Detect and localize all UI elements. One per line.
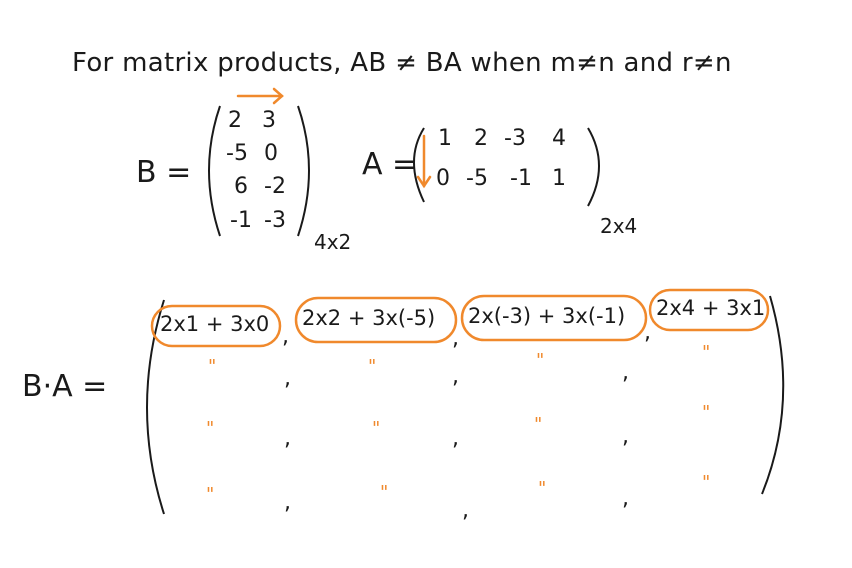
heading: For matrix products, AB ≠ BA when m≠n and r≠n xyxy=(72,48,732,78)
a-cell: 1 xyxy=(438,126,452,151)
b-cell: 3 xyxy=(262,108,276,133)
b-cell: -3 xyxy=(264,208,286,233)
a-cell: 1 xyxy=(552,166,566,191)
ditto-mark: " xyxy=(536,350,545,371)
product-label: B·A = xyxy=(22,369,108,404)
b-cell: 2 xyxy=(228,108,242,133)
matrix-a-dims: 2x4 xyxy=(600,214,638,238)
separator-comma: , xyxy=(282,324,289,349)
b-cell: -1 xyxy=(230,208,252,233)
b-cell: 0 xyxy=(264,141,278,166)
a-cell: -5 xyxy=(466,166,488,191)
ditto-mark: " xyxy=(702,342,711,363)
separator-comma: , xyxy=(284,366,291,391)
separator-comma: , xyxy=(284,490,291,515)
a-cell: -1 xyxy=(510,166,532,191)
column-direction-arrow xyxy=(418,136,430,186)
ditto-mark: " xyxy=(206,484,215,505)
ditto-mark: " xyxy=(702,472,711,493)
product-entry: 2x1 + 3x0 xyxy=(160,312,270,336)
separator-comma: , xyxy=(452,364,459,389)
separator-comma: , xyxy=(622,424,629,449)
matrix-a-right-paren xyxy=(588,128,599,206)
a-cell: 2 xyxy=(474,126,488,151)
ditto-mark: " xyxy=(372,418,381,439)
b-cell: -2 xyxy=(264,174,286,199)
b-cell: -5 xyxy=(226,141,248,166)
matrix-b-label: B = xyxy=(136,155,192,190)
separator-comma: , xyxy=(284,426,291,451)
product-entry: 2x2 + 3x(-5) xyxy=(302,306,436,330)
matrix-b-left-paren xyxy=(209,106,220,236)
ditto-mark: " xyxy=(380,482,389,503)
matrix-b-dims: 4x2 xyxy=(314,230,352,254)
a-cell: -3 xyxy=(504,126,526,151)
separator-comma: , xyxy=(452,326,459,351)
ditto-mark: " xyxy=(208,356,217,377)
ditto-mark: " xyxy=(206,418,215,439)
row-direction-arrow xyxy=(238,89,282,103)
separator-comma: , xyxy=(644,320,651,345)
separator-comma: , xyxy=(622,360,629,385)
product-right-paren xyxy=(762,296,783,494)
ditto-mark: " xyxy=(534,414,543,435)
ditto-mark: " xyxy=(368,356,377,377)
product-entry: 2x(-3) + 3x(-1) xyxy=(468,304,626,328)
a-cell: 0 xyxy=(436,166,450,191)
separator-comma: , xyxy=(622,486,629,511)
product-entry: 2x4 + 3x1 xyxy=(656,296,766,320)
separator-comma: , xyxy=(452,426,459,451)
separator-comma: , xyxy=(462,498,469,523)
matrix-a-label: A = xyxy=(362,147,418,182)
ditto-mark: " xyxy=(538,478,547,499)
a-cell: 4 xyxy=(552,126,566,151)
b-cell: 6 xyxy=(234,174,248,199)
ditto-mark: " xyxy=(702,402,711,423)
matrix-b-right-paren xyxy=(298,106,309,236)
